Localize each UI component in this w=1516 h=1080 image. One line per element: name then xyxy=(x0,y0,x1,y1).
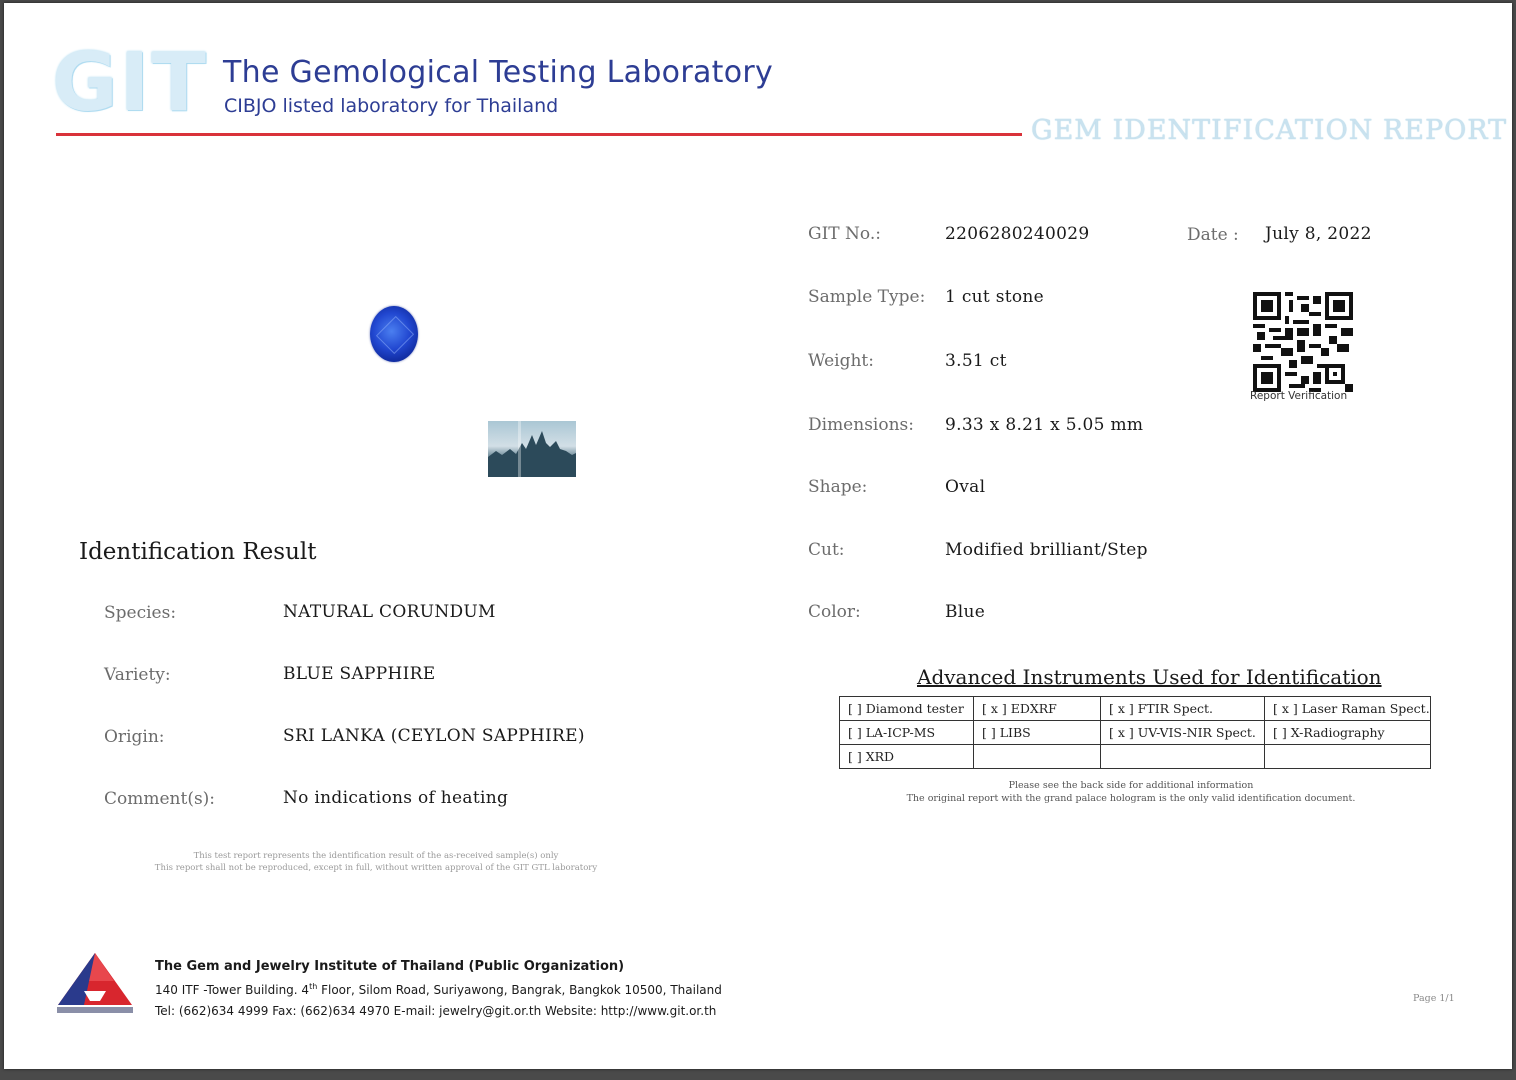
species-value: NATURAL CORUNDUM xyxy=(283,602,496,622)
date-label: Date : xyxy=(1187,225,1239,245)
shape-value: Oval xyxy=(945,477,986,497)
shape-label: Shape: xyxy=(808,477,868,497)
species-label: Species: xyxy=(104,603,177,623)
report-sheet xyxy=(4,3,1512,1069)
instrument-cell: [ ] Diamond tester xyxy=(840,697,974,721)
cut-label: Cut: xyxy=(808,540,845,560)
lab-subtitle: CIBJO listed laboratory for Thailand xyxy=(224,95,559,117)
org-contact: Tel: (662)634 4999 Fax: (662)634 4970 E-mail: jewelry@git.or.th Website: http://www.git.or.th xyxy=(155,1004,717,1018)
instrument-cell: [ ] LIBS xyxy=(974,721,1101,745)
variety-label: Variety: xyxy=(104,665,171,685)
palace-silhouette-icon xyxy=(488,421,576,477)
color-label: Color: xyxy=(808,602,861,622)
qr-label: Report Verification xyxy=(1250,390,1348,402)
table-row xyxy=(840,745,1431,769)
page-number: Page 1/1 xyxy=(1413,993,1455,1004)
comment-label: Comment(s): xyxy=(104,789,216,809)
instrument-cell xyxy=(974,745,1101,769)
weight-label: Weight: xyxy=(808,351,874,371)
origin-value: SRI LANKA (CEYLON SAPPHIRE) xyxy=(283,726,585,746)
origin-label: Origin: xyxy=(104,727,165,747)
instrument-cell xyxy=(1101,745,1265,769)
instrument-cell: [ ] LA-ICP-MS xyxy=(840,721,974,745)
lab-name: The Gemological Testing Laboratory xyxy=(223,55,774,90)
sample-type-label: Sample Type: xyxy=(808,287,926,307)
variety-value: BLUE SAPPHIRE xyxy=(283,664,436,684)
instrument-cell: [ x ] Laser Raman Spect. xyxy=(1265,697,1431,721)
disclaimer-line-1: This test report represents the identification result of the as-received sample(s) only xyxy=(193,851,559,861)
git-no-value: 2206280240029 xyxy=(945,224,1090,244)
disclaimer-line-2: This report shall not be reproduced, except in full, without written approval of the GIT GTL laboratory xyxy=(154,863,598,873)
instrument-cell: [ x ] EDXRF xyxy=(974,697,1101,721)
instrument-cell: [ ] X-Radiography xyxy=(1265,721,1431,745)
dimensions-value: 9.33 x 8.21 x 5.05 mm xyxy=(945,415,1144,435)
instrument-cell xyxy=(1265,745,1431,769)
instruments-table xyxy=(839,696,1431,769)
instrument-cell: [ x ] FTIR Spect. xyxy=(1101,697,1265,721)
identification-title: Identification Result xyxy=(79,539,317,565)
report-title: GEM IDENTIFICATION REPORT xyxy=(1031,115,1508,146)
git-logo: GIT xyxy=(52,36,208,129)
sample-type-value: 1 cut stone xyxy=(945,287,1045,307)
address-superscript: th xyxy=(309,982,318,991)
instruments-note-1: Please see the back side for additional information xyxy=(1008,780,1254,791)
git-no-label: GIT No.: xyxy=(808,224,881,244)
comment-value: No indications of heating xyxy=(283,788,509,808)
table-row xyxy=(840,721,1431,745)
date-value: July 8, 2022 xyxy=(1265,224,1372,244)
instrument-cell: [ ] XRD xyxy=(840,745,974,769)
table-row xyxy=(840,697,1431,721)
instruments-note-2: The original report with the grand palace hologram is the only valid identification document. xyxy=(906,793,1356,804)
instruments-title: Advanced Instruments Used for Identification xyxy=(917,665,1382,689)
grand-palace-hologram xyxy=(488,421,576,477)
org-address xyxy=(155,982,722,997)
address-part: 140 ITF -Tower Building. 4 xyxy=(155,983,310,997)
header-divider xyxy=(56,133,1022,136)
org-name: The Gem and Jewelry Institute of Thailand (Public Organization) xyxy=(155,959,625,974)
instrument-cell: [ x ] UV-VIS-NIR Spect. xyxy=(1101,721,1265,745)
color-value: Blue xyxy=(945,602,986,622)
qr-code-icon[interactable] xyxy=(1250,292,1356,392)
dimensions-label: Dimensions: xyxy=(808,415,914,435)
gjt-logo-icon xyxy=(54,951,136,1017)
weight-value: 3.51 ct xyxy=(945,351,1007,371)
cut-value: Modified brilliant/Step xyxy=(945,540,1148,560)
address-part: Floor, Silom Road, Suriyawong, Bangrak, Bangkok 10500, Thailand xyxy=(317,983,722,997)
